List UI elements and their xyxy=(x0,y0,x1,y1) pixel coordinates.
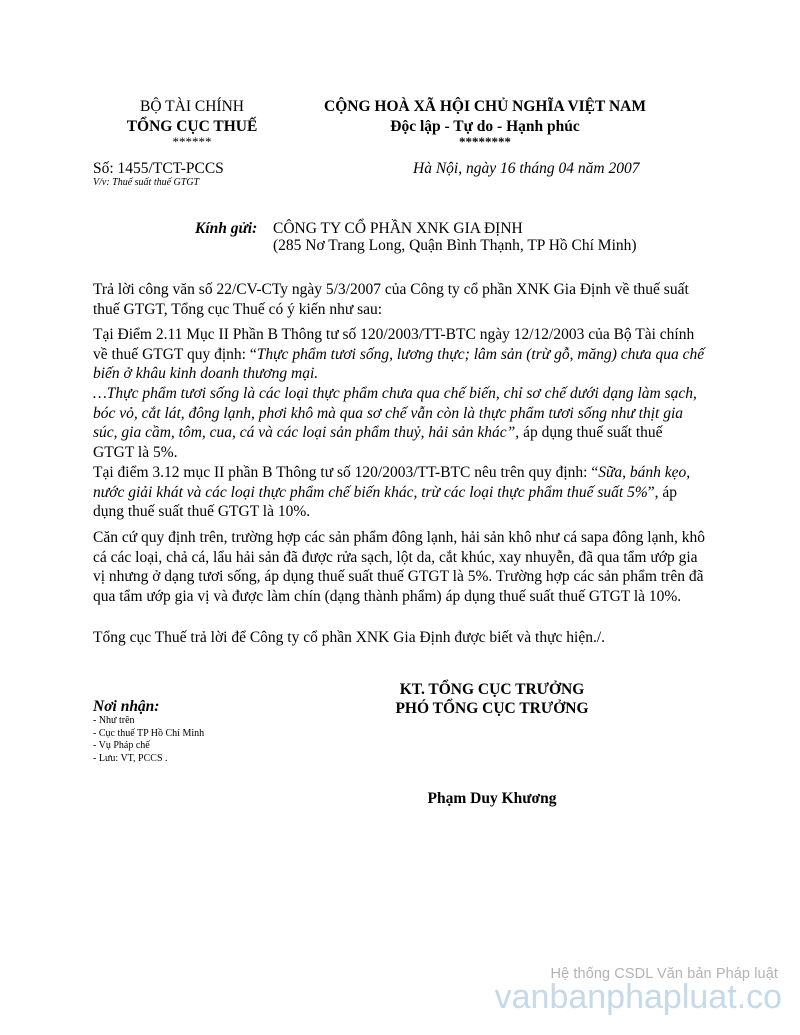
department-name: TỔNG CỤC THUẾ xyxy=(126,118,258,135)
paragraph-regulation-2-11 xyxy=(93,325,705,384)
signature-title-2: PHÓ TỔNG CỤC TRƯỞNG xyxy=(395,700,589,717)
recipients-title: Nơi nhận: xyxy=(93,698,160,715)
recipient-name: CÔNG TY CỔ PHẦN XNK GIA ĐỊNH xyxy=(273,220,523,237)
regulation-2-11-lead: Tại Điểm 2.11 Mục II Phần B Thông tư số 120/2003/TT-BTC ngày 12/12/2003 của Bộ Tài chính về thuế GTGT quy định: “ xyxy=(93,326,695,363)
fresh-food-tail: áp dụng thuế suất thuế GTGT là 5%. xyxy=(93,424,663,461)
recipient-address: (285 Nơ Trang Long, Quận Bình Thạnh, TP Hồ Chí Minh) xyxy=(273,237,637,254)
issuer-block xyxy=(112,97,272,148)
paragraph-closing xyxy=(93,628,705,648)
list-item: - Vụ Pháp chế xyxy=(93,740,150,751)
national-motto: Độc lập - Tự do - Hạnh phúc xyxy=(390,118,580,135)
national-header xyxy=(300,97,670,148)
place-date: Hà Nội, ngày 16 tháng 04 năm 2007 xyxy=(413,160,640,177)
document-number: Số: 1455/TCT-PCCS xyxy=(93,160,224,177)
signer-name: Phạm Duy Khương xyxy=(427,790,557,807)
paragraph-regulation-3-12 xyxy=(93,463,705,522)
list-item: - Cục thuế TP Hồ Chí Minh xyxy=(93,727,205,739)
signature-block xyxy=(372,680,612,718)
watermark-logo: vanbanphapluat.co xyxy=(494,978,782,1016)
fresh-food-quote: …Thực phẩm tươi sống là các loại thực phẩm chưa qua chế biến, chỉ sơ chế dưới dạng làm sạch, bóc vỏ, cắt lát, đông lạnh, phơi khô mà qua sơ chế vẫn còn là thực phẩm tươi sống như thịt gia súc, gia cầm, tôm, cua, cá và các loại sản phẩm thuỷ, hải sản khác”, xyxy=(93,385,697,441)
regulation-3-12-tail: ”, áp dụng thuế suất thuế GTGT là 10%. xyxy=(93,483,678,520)
paragraph-fresh-food xyxy=(93,384,705,462)
regulation-3-12-lead: Tại điểm 3.12 mục II phần B Thông tư số 120/2003/TT-BTC nêu trên quy định: “ xyxy=(93,464,599,481)
regulation-3-12-quote: Sữa, bánh kẹo, nước giải khát và các loại thực phẩm chế biến khác, trừ các loại thực phẩm thuế suất 5% xyxy=(93,464,691,501)
paragraph-reply-text: Trả lời công văn số 22/CV-CTy ngày 5/3/2007 của Công ty cổ phần XNK Gia Định về thuế suất thuế GTGT, Tổng cục Thuế có ý kiến như sau: xyxy=(93,281,689,318)
list-item: - Như trên xyxy=(93,715,135,726)
recipients-list xyxy=(93,715,204,765)
conclusion-text: Căn cứ quy định trên, trường hợp các sản phẩm đông lạnh, hải sản khô như cá sapa đông lạnh, khô cá các loại, chả cá, lẩu hải sản đã được rửa sạch, lột da, cắt khúc, xay nhuyễn, đã qua tẩm ướp gia vị nhưng ở dạng tươi sống, áp dụng thuế suất thuế GTGT là 5%. Trường hợp các sản phẩm trên đã qua tẩm ướp gia vị và được làm chín (dạng thành phẩm) áp dụng thuế suất thuế GTGT là 10%. xyxy=(93,529,705,605)
paragraph-conclusion xyxy=(93,528,705,606)
motto-stars: ******** xyxy=(459,134,511,149)
watermark-caption: Hệ thống CSDL Văn bản Pháp luật xyxy=(550,966,778,982)
recipient-label: Kính gửi: xyxy=(195,220,258,237)
issuer-stars: ****** xyxy=(172,134,212,149)
list-item: - Lưu: VT, PCCS . xyxy=(93,752,168,764)
ministry-name: BỘ TÀI CHÍNH xyxy=(140,98,244,115)
closing-text: Tổng cục Thuế trả lời để Công ty cổ phần XNK Gia Định được biết và thực hiện./. xyxy=(93,629,605,646)
country-name: CỘNG HOÀ XÃ HỘI CHỦ NGHĨA VIỆT NAM xyxy=(324,98,646,115)
document-subject: V/v: Thuế suất thuế GTGT xyxy=(93,177,200,188)
regulation-2-11-quote: Thực phẩm tươi sống, lương thực; lâm sản (trừ gỗ, măng) chưa qua chế biến ở khâu kinh doanh thương mại. xyxy=(93,345,705,382)
paragraph-reply xyxy=(93,280,705,319)
signature-title-1: KT. TỔNG CỤC TRƯỞNG xyxy=(399,681,585,698)
